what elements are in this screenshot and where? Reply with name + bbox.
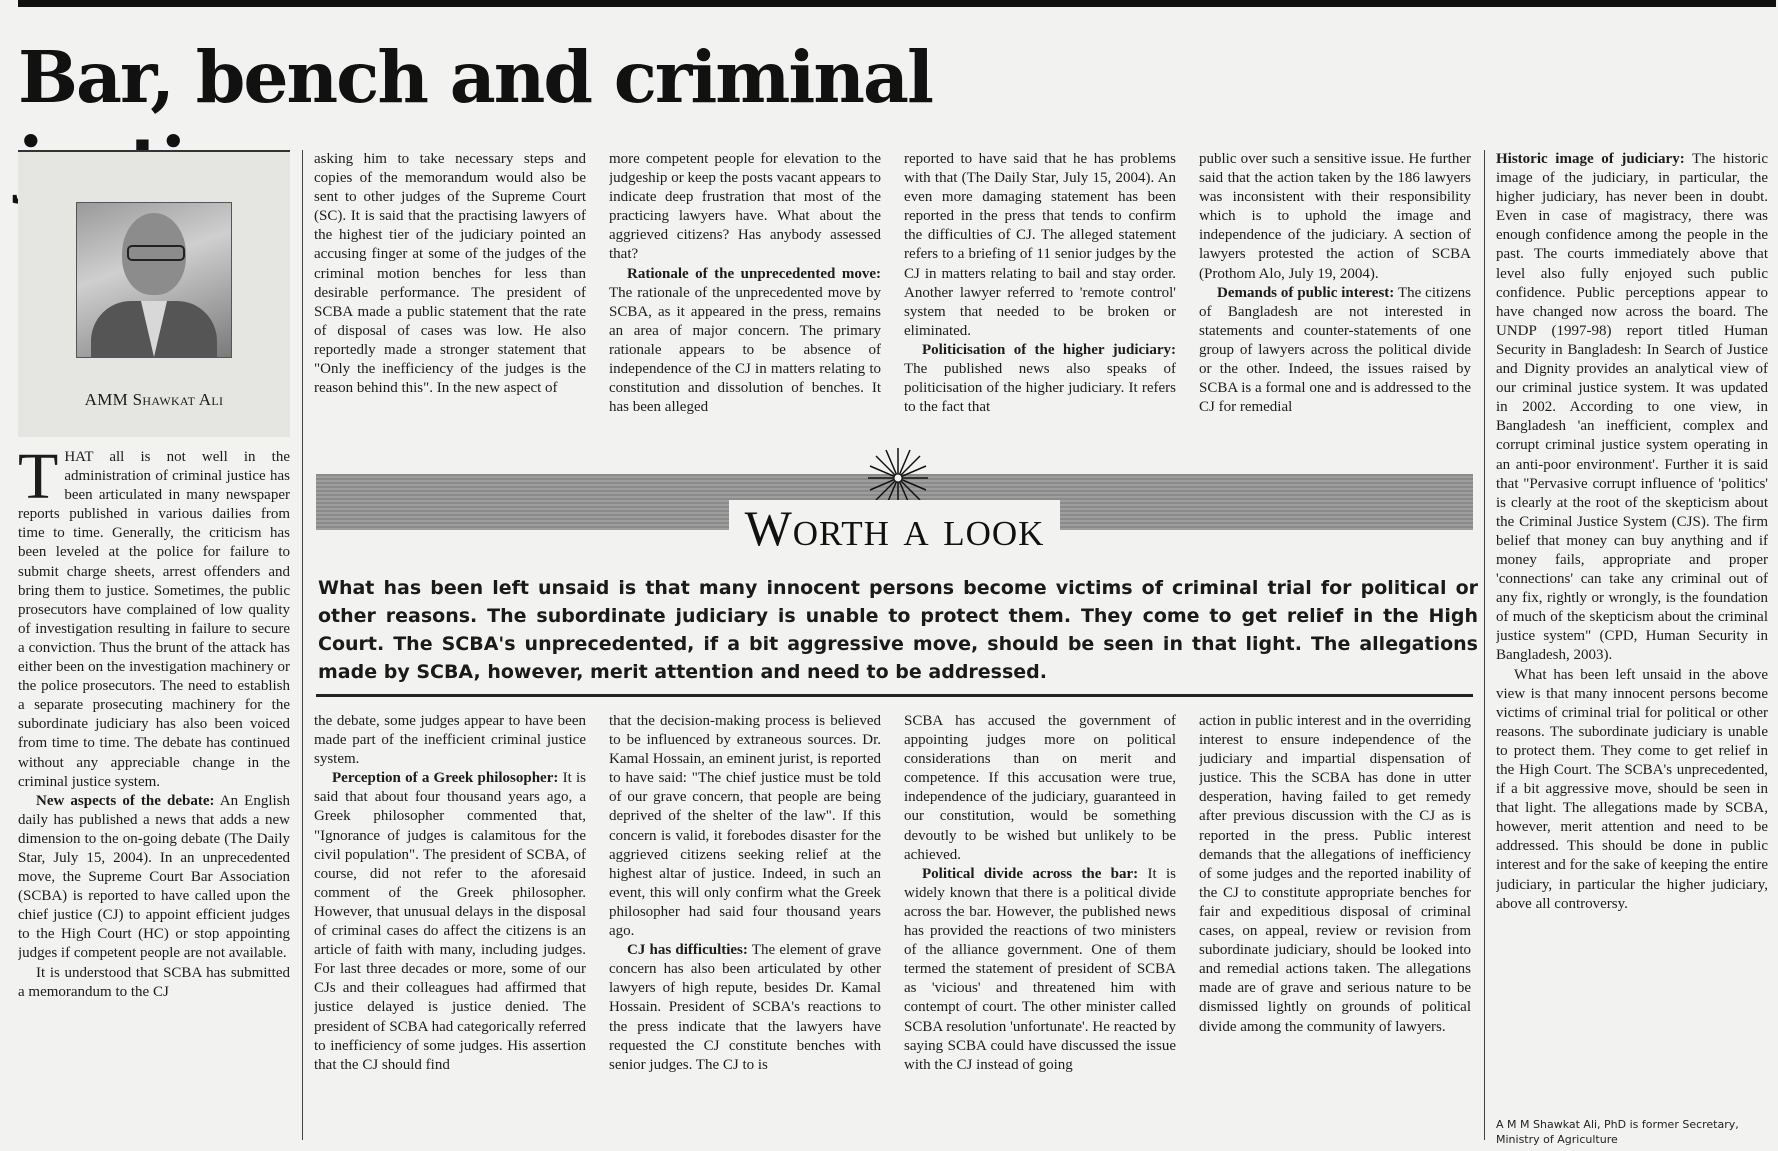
column-2-bottom	[314, 712, 586, 1140]
paragraph: public over such a sensitive issue. He further said that the action taken by the 186 lawyers was inconsistent with their responsibility which is to uphold the image and independence of the judiciary. A section of lawyers protested the action of SCBA (Prothom Alo, July 19, 2004).	[1199, 151, 1471, 282]
paragraph: asking him to take necessary steps and copies of the memorandum would also be sent to other judges of the Supreme Court (SC). It is said that the practising lawyers of the highest tier of the judiciary pointed an accusing finger at some of the judges of the criminal motion benches for less than desirable performance. The president of SCBA made a public statement that the rate of disposal of cases was low. He also reportedly made a stronger statement that "Only the inefficiency of the judges is the reason behind this". In the new aspect of	[314, 151, 586, 397]
headline: Bar, bench and criminal	[18, 35, 932, 119]
column-5-top	[1199, 150, 1471, 458]
paragraph: HAT all is not well in the administration of criminal justice has been articulated in many newspaper reports published in various dailies from time to time. Generally, the criticism has been leveled at the police for failure to submit charge sheets, arrest offenders and bring them to justice. Sometimes, the public prosecutors have complained of low quality of investigation resulting in failure to secure a conviction. Thus the brunt of the attack has either been on the investigation machinery or the police prosecutors. The need to establish a separate prosecuting machinery for the subordinate judiciary has also been voiced from time to time. The debate has continued without any appreciable change in the criminal justice system.	[18, 449, 290, 790]
author-credit: A M M Shawkat Ali, PhD is former Secretary, Ministry of Agriculture	[1496, 1118, 1739, 1146]
subhead: CJ has difficulties:	[627, 942, 748, 959]
paragraph: the debate, some judges appear to have been made part of the inefficient criminal justice system.	[314, 713, 586, 768]
column-3-bottom	[609, 712, 881, 1140]
column-5-bottom	[1199, 712, 1471, 1140]
column-divider	[1484, 150, 1485, 1140]
column-3-top	[609, 150, 881, 458]
paragraph: The historic image of the judiciary, in particular, the higher judiciary, has never been in doubt. Even in case of magistracy, there was enough confidence among the people in the past. The courts immediately above that level also fully enjoyed such public confidence. Public perceptions appear to have changed now across the board. The UNDP (1997-98) report titled Human Security in Bangladesh: In Search of Justice and Dignity provides an analytical view of our criminal justice system. It was updated in 2002. According to one view, in Bangladesh 'an inefficient, complex and corrupt criminal justice system operating in an anti-poor environment'. Further it is said that "Pervasive corrupt influence of 'politics' is clearly at the root of the skepticism about the Criminal Justice System (CJS). The firm belief that money can buy anything and if money fails, appropriate and proper 'connections' can take any criminal out of any fix, rightly or wrongly, is the foundation of much of the skepticism about the criminal justice system" (CPD, Human Security in Bangladesh, 2003).	[1496, 151, 1768, 664]
paragraph: The published news also speaks of politicisation of the higher judiciary. It refers to the fact that	[904, 361, 1176, 416]
paragraph: It is widely known that there is a political divide across the bar. However, the published news has provided the reactions of two ministers of the alliance government. One of them termed the statement of president of SCBA as 'vicious' and threatened him with contempt of court. The other minister called SCBA resolution 'unfortunate'. He reacted by saying SCBA could have discussed the issue with the CJ instead of going	[904, 865, 1176, 1073]
paragraph: The citizens of Bangladesh are not interested in statements and counter-statements of one group of lawyers across the political divide or the other. Indeed, the issues raised by SCBA is a formal one and is addressed to the CJ for remedial	[1199, 284, 1471, 416]
paragraph: more competent people for elevation to the judgeship or keep the posts vacant appears to indicate deep frustration that most of the practicing lawyers have. What about the aggrieved citizens? Has anybody assessed that?	[609, 151, 881, 263]
paragraph: SCBA has accused the government of appointing judges more on political considerations than on merit and competence. If this accusation were true, independence of the judiciary, guaranteed in our constitution, would be something devoutly to be wished but unlikely to be achieved.	[904, 713, 1176, 863]
paragraph: It is said that about four thousand years ago, a Greek philosopher commented that, "Ignorance of judges is calamitous for the civil population". The president of SCBA, of course, did not refer to the aforesaid comment of the Greek philosopher. However, that unusual delays in the disposal of criminal cases do affect the citizens is an article of faith with many, including judges. For last three decades or more, some of our CJs and their colleagues had affirmed that justice delayed is justice denied. The president of SCBA had categorically referred to inefficiency of some judges. His assertion that the CJ should find	[314, 770, 586, 1073]
subhead: Perception of a Greek philosopher:	[332, 770, 559, 787]
pull-quote-rule	[316, 694, 1473, 697]
subhead: Rationale of the unprecedented move:	[627, 265, 881, 282]
dropcap: T	[18, 448, 59, 513]
column-4-top	[904, 150, 1176, 458]
author-byline: AMM Shawkat Ali	[84, 390, 224, 409]
subhead: New aspects of the debate:	[36, 792, 215, 809]
paragraph: that the decision-making process is believed to be influenced by extraneous sources. Dr. Kamal Hossain, an eminent jurist, is reported to have said: "The chief justice must be told of our grave concern, that people are being deprived of the shelter of the law". If this concern is valid, it forebodes disaster for the aggrieved citizens seeking relief at the highest altar of justice. Indeed, in such an event, this will only confirm what the Greek philosopher had said four thousand years ago.	[609, 713, 881, 940]
paragraph: action in public interest and in the overriding interest to ensure independence of the judiciary and impartial dispensation of justice. This the SCBA has done in utter desperation, having failed to get remedy after previous discussion with the CJ as is reported in the press. Public interest demands that the allegations of inefficiency of some judges and the reported inability of the CJ to constitute appropriate benches for fair and expeditious disposal of criminal cases, on appeal, review or revision from subordinate judiciary, should be looked into and remedial actions taken. The allegations made are of grave and serious nature to be dismissed lightly on grounds of political divide among the community of lawyers.	[1199, 713, 1471, 1035]
column-divider	[302, 150, 303, 1140]
worth-a-look-title: Worth a look	[316, 500, 1473, 556]
paragraph: The rationale of the unprecedented move by SCBA, as it appeared in the press, remains an area of major concern. The primary rationale appears to be absence of independence of the CJ in matters relating to constitution and dissolution of benches. It has been alleged	[609, 284, 881, 416]
column-6	[1496, 150, 1768, 1112]
starburst-icon	[868, 448, 928, 508]
subhead: Historic image of judiciary:	[1496, 151, 1685, 167]
paragraph: An English daily has published a news that adds a new dimension to the on-going debate (The Daily Star, July 15, 2004). In an unprecedented move, the Supreme Court Bar Association (SCBA) is reported to have called upon the chief justice (CJ) to appoint efficient judges to the High Court (HC) or stop appointing judges if competent people are not available.	[18, 792, 290, 962]
column-2-top	[314, 150, 586, 458]
author-portrait-icon	[76, 202, 232, 358]
paragraph: It is understood that SCBA has submitted a memorandum to the CJ	[18, 964, 290, 1000]
column-4-bottom	[904, 712, 1176, 1140]
paragraph: What has been left unsaid in the above view is that many innocent persons become victims of criminal trial for political or other reasons. The subordinate judiciary is unable to protect them. They come to get relief in the High Court. The SCBA's unprecedented, if a bit aggressive move, should be seen in that light. The allegations made by SCBA, however, merit attention and need to be addressed. This should be done in public interest and for the sake of keeping the entire judiciary, in particular the higher judiciary, above all controversy.	[1496, 666, 1768, 912]
subhead: Demands of public interest:	[1217, 284, 1395, 301]
paragraph: The element of grave concern has also been articulated by other lawyers of high repute, besides Dr. Kamal Hossain. President of SCBA's reactions to the press indicate that the lawyers have requested the CJ constitute benches with senior judges. The CJ to is	[609, 942, 881, 1073]
author-box	[18, 150, 290, 437]
top-rule	[18, 0, 1776, 7]
pull-quote: What has been left unsaid is that many innocent persons become victims of criminal trial for political or other reasons. The subordinate judiciary is unable to protect them. They come to get relief in the High Court. The SCBA's unprecedented, if a bit aggressive move, should be seen in that light. The allegations made by SCBA, however, merit attention and need to be addressed.	[318, 577, 1478, 683]
subhead: Political divide across the bar:	[922, 865, 1139, 882]
subhead: Politicisation of the higher judiciary:	[922, 341, 1176, 358]
paragraph: reported to have said that he has problems with that (The Daily Star, July 15, 2004). An even more damaging statement has been reported in the press that tends to confirm the difficulties of CJ. The alleged statement refers to a briefing of 11 senior judges by the CJ in matters relating to bail and stay order. Another lawyer referred to 'remote control' system that needed to be broken or eliminated.	[904, 151, 1176, 339]
column-1	[18, 448, 290, 1138]
